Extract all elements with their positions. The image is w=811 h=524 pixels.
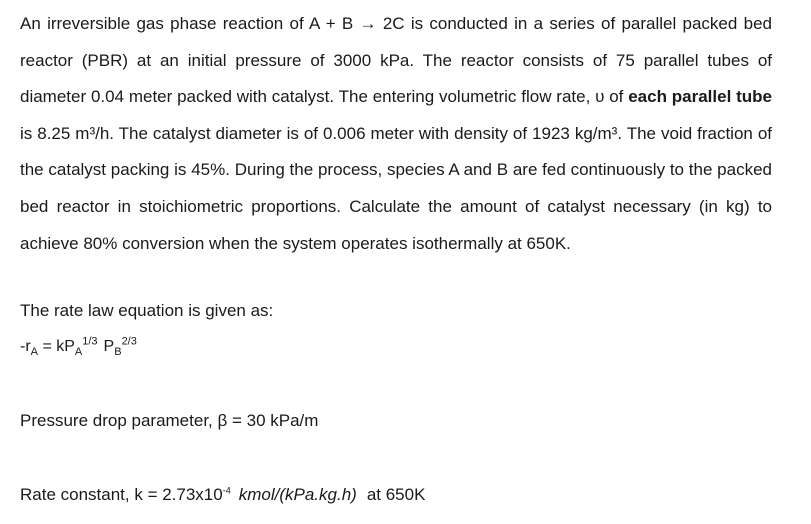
rate-law-equation (20, 335, 137, 359)
rate-law-intro: The rate law equation is given as: (20, 301, 274, 320)
problem-text-bold: each parallel tube (628, 87, 772, 107)
rate-constant-label: Rate constant, k = 2.73x10 (20, 485, 223, 504)
pressure-drop-parameter: Pressure drop parameter, β = 30 kPa/m (20, 411, 319, 430)
rate-constant (20, 485, 425, 505)
rate-lhs: -r (20, 338, 31, 355)
problem-statement (20, 6, 772, 262)
pb-exp: 2/3 (121, 335, 137, 348)
problem-text-part2: is 8.25 m³/h. The catalyst diameter is of 0.006 meter with density of 1923 kg/m³. The void fraction of the catalyst packing is 45%. During the process, species A and B are fed continuously to the packed bed reactor in stoichiometric proportions. Calculate the amount of catalyst necessary (in kg) to achieve 80% conversion when the system operates isothermally at 650K. (20, 123, 772, 253)
rate-constant-temp: at 650K (366, 485, 426, 504)
rate-constant-units: kmol/(kPa.kg.h) (238, 485, 357, 504)
rate-eq-mid: = kP (38, 338, 75, 355)
pa-exp: 1/3 (82, 335, 98, 348)
pa-sub: A (74, 346, 83, 359)
rate-constant-exponent: -4 (222, 485, 231, 496)
pb-sub: B (114, 346, 122, 359)
pb: P (103, 338, 115, 355)
rate-lhs-sub: A (30, 346, 38, 359)
problem-text-part1: An irreversible gas phase reaction of A + B → 2C is conducted in a series of parallel packed bed reactor (PBR) at an initial pressure of 3000 kPa. The reactor consists of 75 parallel tubes of diameter 0.04 meter packed with catalyst. The entering volumetric flow rate, υ of (20, 14, 772, 107)
